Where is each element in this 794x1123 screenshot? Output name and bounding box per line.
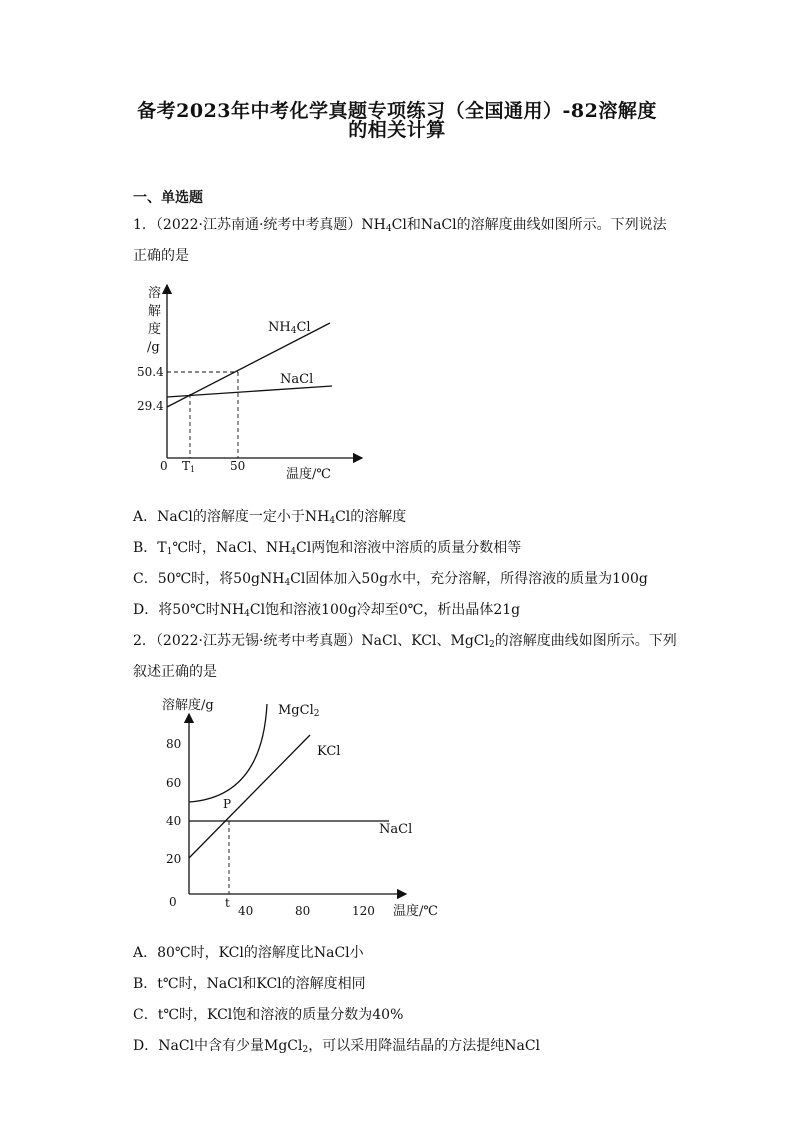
chart2-label-kcl: KCl: [317, 744, 341, 759]
q1-option-b-sub2: 4: [290, 547, 297, 557]
chart1-y-label-4: /g: [147, 340, 160, 355]
q2-stem-a: 2．（2022·江苏无锡·统考中考真题）NaCl、KCl、MgCl: [133, 633, 489, 649]
page-title-line2: 的相关计算: [348, 119, 446, 141]
chart2-solubility-nacl-kcl-mgcl2: [150, 692, 450, 922]
chart1-y-tick-50-4: 50.4: [137, 365, 164, 379]
chart1-solubility-nh4cl-nacl: [137, 280, 370, 485]
q1-option-a-pre: A．NaCl的溶解度一定小于NH: [133, 509, 330, 525]
chart2-x-tick-120: 120: [352, 904, 375, 918]
q1-option-a-sub: 4: [329, 516, 336, 526]
chart1-y-tick-29-4: 29.4: [137, 399, 164, 413]
section-heading: 一、单选题: [133, 190, 203, 206]
chart1-line-nacl: [167, 386, 332, 397]
q1-stem-line2: 正确的是: [133, 248, 189, 264]
chart1-line-nh4cl: [167, 323, 330, 407]
chart2-label-nacl: NaCl: [379, 822, 413, 837]
q1-option-c-pre: C．50℃时，将50gNH: [133, 571, 285, 587]
q2-stem: [133, 630, 677, 650]
chart2-origin: 0: [169, 895, 177, 909]
chart2-x-tick-80: 80: [295, 904, 311, 918]
chart2-y-tick-40: 40: [166, 814, 182, 828]
q2-option-d[interactable]: [133, 1035, 540, 1055]
chart2-label-mgcl2: MgCl2: [278, 703, 320, 719]
chart1-x-tick-t1: T1: [182, 459, 196, 474]
q2-option-b[interactable]: B．t℃时，NaCl和KCl的溶解度相同: [133, 976, 366, 992]
q2-option-d-sub: 2: [302, 1045, 309, 1055]
q1-option-a-post: Cl的溶解度: [335, 509, 407, 525]
q1-stem-a: 1．（2022·江苏南通·统考中考真题）NH: [133, 217, 386, 233]
q2-option-c[interactable]: C．t℃时，KCl饱和溶液的质量分数为40%: [133, 1007, 404, 1023]
chart2-y-tick-20: 20: [166, 852, 182, 866]
q2-option-a[interactable]: A．80℃时，KCl的溶解度比NaCl小: [133, 945, 364, 961]
chart1-origin: 0: [160, 459, 168, 473]
chart1-label-nacl: NaCl: [280, 372, 314, 387]
chart1-y-label-3: 度: [148, 322, 162, 337]
chart1-x-tick-50: 50: [230, 459, 246, 473]
chart2-line-kcl: [189, 735, 310, 858]
q1-stem: [133, 214, 667, 234]
q1-option-b-sub: 1: [166, 547, 173, 557]
chart1-label-nh4cl: NH4Cl: [268, 320, 311, 336]
q1-option-d-sub: 4: [244, 609, 250, 619]
q1-option-c-sub: 4: [284, 578, 291, 588]
page-title-line1: 备考2023年中考化学真题专项练习（全国通用）-82溶解度: [137, 100, 657, 122]
q1-option-c-post: Cl固体加入50g水中，充分溶解，所得溶液的质量为100g: [290, 571, 648, 587]
q1-option-d-post: Cl饱和溶液100g冷却至0℃，析出晶体21g: [249, 602, 521, 618]
q1-option-d[interactable]: [133, 599, 520, 619]
q2-option-d-post: ，可以采用降温结晶的方法提纯NaCl: [308, 1038, 541, 1054]
chart1-y-label-2: 解: [148, 304, 162, 319]
q1-option-b-post: Cl两饱和溶液中溶质的质量分数相等: [296, 540, 522, 556]
q2-option-d-pre: D．NaCl中含有少量MgCl: [133, 1038, 303, 1054]
chart2-y-tick-80: 80: [166, 737, 182, 751]
q1-option-a[interactable]: [133, 506, 406, 526]
q1-option-b-mid: ℃时，NaCl、NH: [172, 540, 291, 556]
chart2-line-mgcl2: [189, 704, 267, 802]
chart1-x-label: 温度/℃: [286, 467, 331, 482]
chart1-y-label-1: 溶: [148, 286, 162, 301]
q2-stem-b: 的溶解度曲线如图所示。下列: [494, 633, 677, 649]
chart2-t-label: t: [225, 896, 230, 910]
q2-stem-line2: 叙述正确的是: [133, 664, 217, 680]
chart2-x-tick-40: 40: [238, 904, 254, 918]
q1-option-d-pre: D．将50℃时NH: [133, 602, 245, 618]
q1-stem-sub: 4: [385, 224, 392, 234]
q1-option-b-pre: B．T: [133, 540, 167, 556]
q1-option-c[interactable]: [133, 568, 648, 588]
q1-stem-b: Cl和NaCl的溶解度曲线如图所示。下列说法: [391, 217, 667, 233]
chart2-y-tick-60: 60: [166, 776, 182, 790]
chart2-y-label: 溶解度/g: [162, 698, 214, 713]
chart2-p-label: P: [223, 797, 232, 811]
q1-option-b[interactable]: [133, 537, 521, 557]
chart2-x-label: 温度/℃: [393, 904, 438, 919]
q2-stem-sub: 2: [488, 640, 495, 650]
